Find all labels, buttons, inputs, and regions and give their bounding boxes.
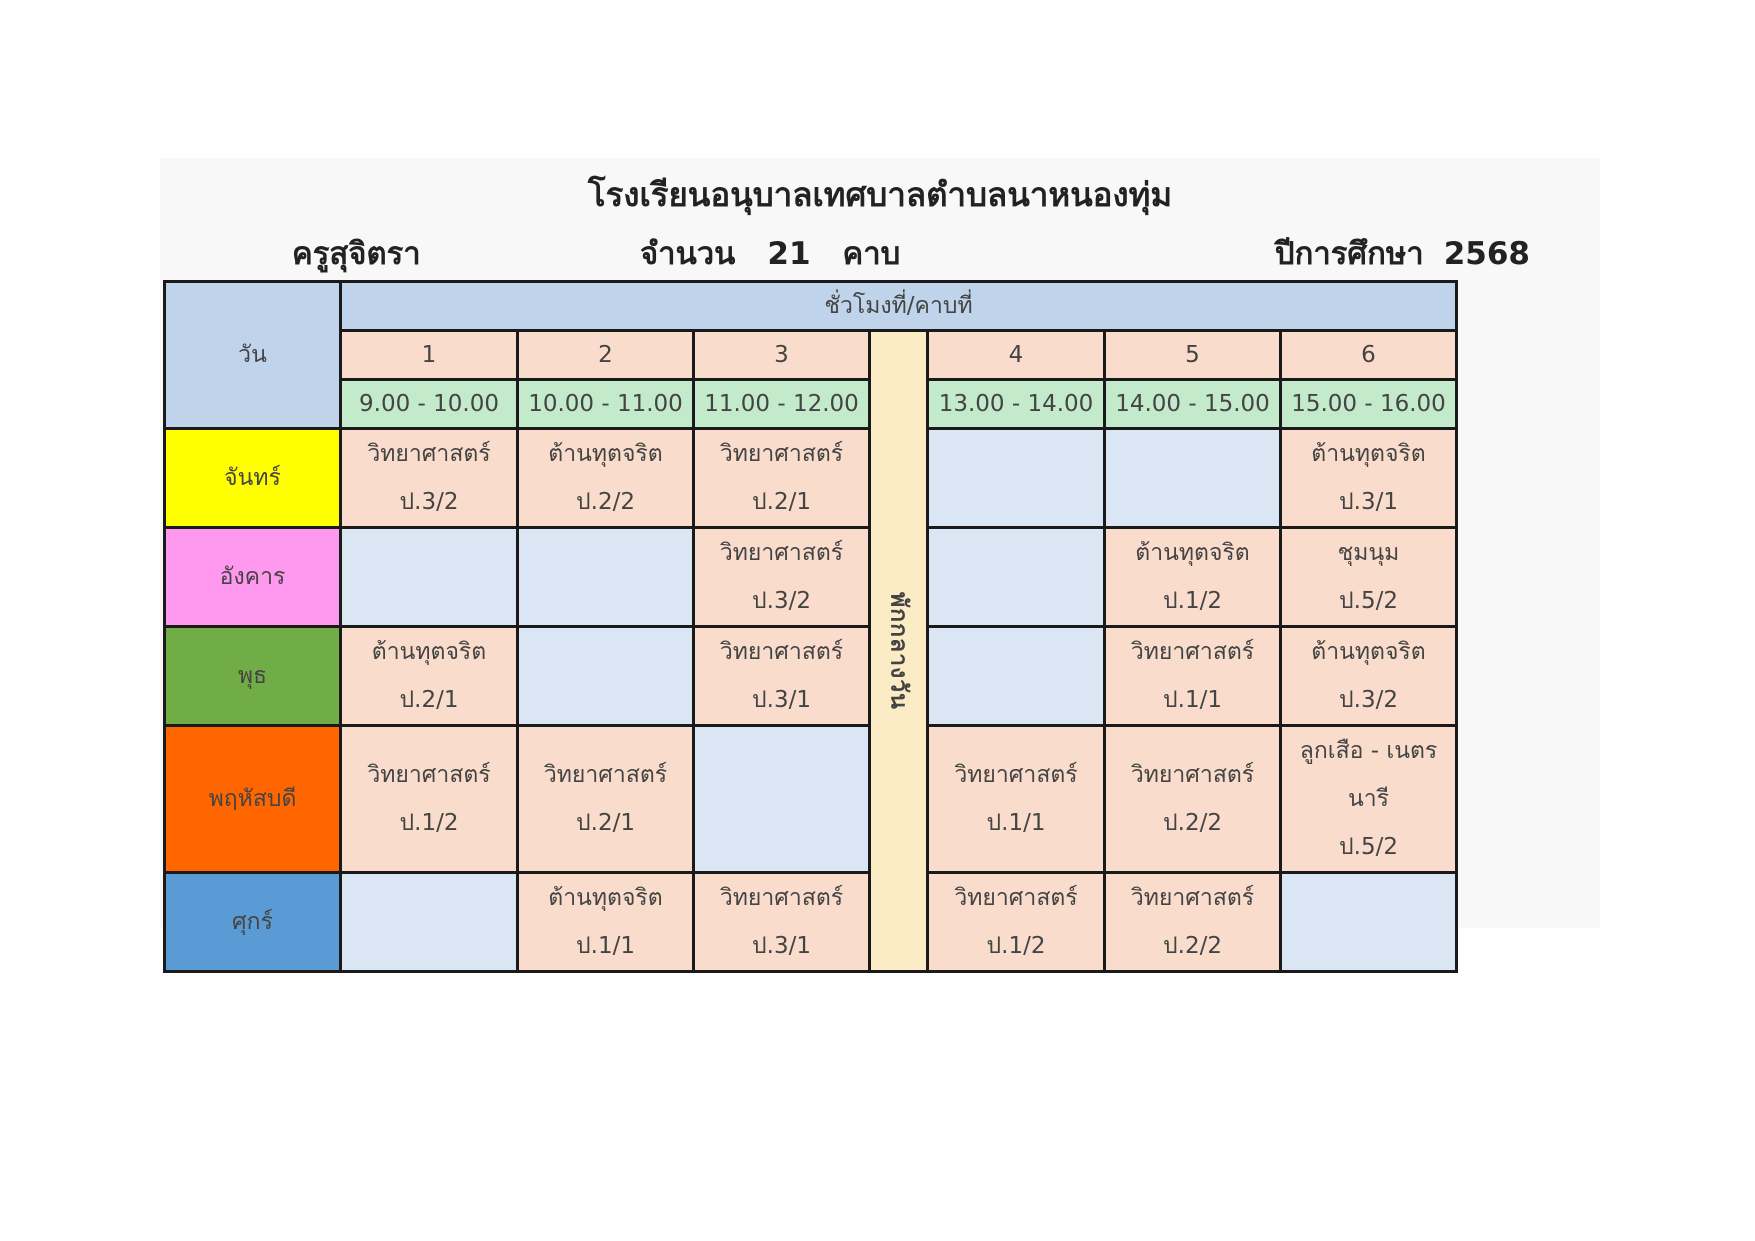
lesson-class: ป.3/2 [399,489,459,515]
hours-header: ชั่วโมงที่/คาบที่ [341,282,1457,331]
lesson-cell [1105,726,1281,873]
year-value: 2568 [1443,236,1530,272]
lesson-cell [694,429,870,528]
period-time: 10.00 - 11.00 [518,380,694,429]
timetable-sheet [160,158,1600,959]
period-time: 9.00 - 10.00 [341,380,518,429]
day-row [165,429,1457,528]
day-row [165,627,1457,726]
lesson-subject: วิทยาศาสตร์ [719,540,844,566]
lesson-cell [341,627,518,726]
empty-cell [518,627,694,726]
lesson-cell [694,873,870,972]
period-number: 4 [928,331,1105,380]
lesson-class: ป.3/1 [752,687,811,713]
lunch-break-column [870,331,928,972]
lesson-subject: วิทยาศาสตร์ [367,762,491,788]
lesson-class: ป.5/2 [1339,588,1398,614]
lesson-class: ป.3/2 [1339,687,1398,713]
lesson-class: ป.1/2 [986,933,1046,959]
periods-unit: คาบ [842,236,901,272]
lesson-subject: วิทยาศาสตร์ [1130,762,1255,788]
lesson-class: ป.2/1 [399,687,459,713]
lesson-subject: วิทยาศาสตร์ [954,762,1078,788]
lesson-subject: ต้านทุตจริต [548,441,663,467]
day-row [165,726,1457,873]
academic-year [1275,228,1530,278]
lesson-subject: วิทยาศาสตร์ [367,441,491,467]
period-number: 1 [341,331,518,380]
lesson-subject: ต้านทุตจริต [1311,639,1426,665]
lesson-cell [518,429,694,528]
lesson-subject: วิทยาศาสตร์ [719,885,844,911]
school-title: โรงเรียนอนุบาลเทศบาลตำบลนาหนองทุ่ม [587,175,1173,214]
lesson-subject: ต้านทุตจริต [371,639,487,665]
empty-cell [928,627,1105,726]
lesson-class: ป.1/1 [1163,687,1222,713]
lesson-subject: วิทยาศาสตร์ [719,639,844,665]
day-row [165,528,1457,627]
lesson-class: ป.2/2 [576,489,635,515]
empty-cell [928,429,1105,528]
lesson-class: ป.2/1 [576,810,635,836]
lesson-cell [1281,429,1457,528]
lesson-cell [1281,528,1457,627]
lesson-cell [1281,726,1457,873]
lesson-cell [1105,873,1281,972]
day-column-header: วัน [165,282,341,429]
lesson-subject: วิทยาศาสตร์ [543,762,668,788]
lunch-break-label: พักกลางวัน [885,592,912,710]
empty-cell [928,528,1105,627]
lesson-subject: วิทยาศาสตร์ [1130,639,1255,665]
lesson-subject: ต้านทุตจริต [548,885,663,911]
lesson-subject: วิทยาศาสตร์ [1130,885,1255,911]
period-time: 13.00 - 14.00 [928,380,1105,429]
lesson-class: ป.1/2 [399,810,459,836]
lesson-class: ป.5/2 [1339,834,1398,860]
lesson-cell [518,726,694,873]
timetable [163,280,1458,973]
lesson-subject: ต้านทุตจริต [1135,540,1250,566]
lesson-subject: ชุมนุม [1337,540,1400,566]
lesson-cell [928,726,1105,873]
period-number: 3 [694,331,870,380]
period-number: 5 [1105,331,1281,380]
lesson-cell [1281,627,1457,726]
periods-count: 21 [767,236,811,272]
lesson-cell [518,873,694,972]
lesson-class: ป.1/1 [576,933,635,959]
periods-label: จำนวน [640,236,736,272]
periods-total [640,228,932,278]
empty-cell [1105,429,1281,528]
lesson-subject: ลูกเสือ - เนตรนารี [1299,738,1438,812]
empty-cell [694,726,870,873]
lesson-cell [694,627,870,726]
lesson-cell [1105,528,1281,627]
lesson-class: ป.1/1 [986,810,1046,836]
day-label: พุธ [165,627,341,726]
empty-cell [1281,873,1457,972]
lesson-cell [928,873,1105,972]
lesson-class: ป.3/1 [752,933,811,959]
lesson-cell [341,429,518,528]
period-number: 2 [518,331,694,380]
lesson-cell [694,528,870,627]
period-time: 15.00 - 16.00 [1281,380,1457,429]
year-label: ปีการศึกษา [1274,236,1424,272]
day-label: พฤหัสบดี [165,726,341,873]
lesson-subject: วิทยาศาสตร์ [719,441,844,467]
lesson-class: ป.3/2 [752,588,811,614]
lesson-class: ป.3/1 [1339,489,1398,515]
teacher-name: ครูสุจิตรา [292,236,421,272]
empty-cell [341,873,518,972]
empty-cell [518,528,694,627]
lesson-cell [341,726,518,873]
empty-cell [341,528,518,627]
period-time: 11.00 - 12.00 [694,380,870,429]
period-time: 14.00 - 15.00 [1105,380,1281,429]
lesson-class: ป.2/1 [752,489,811,515]
day-label: อังคาร [165,528,341,627]
lesson-subject: วิทยาศาสตร์ [954,885,1078,911]
day-label: ศุกร์ [165,873,341,972]
period-number: 6 [1281,331,1457,380]
lesson-subject: ต้านทุตจริต [1311,441,1426,467]
lesson-class: ป.2/2 [1163,810,1222,836]
day-row [165,873,1457,972]
lesson-class: ป.1/2 [1163,588,1222,614]
day-label: จันทร์ [165,429,341,528]
lesson-class: ป.2/2 [1163,933,1222,959]
lesson-cell [1105,627,1281,726]
